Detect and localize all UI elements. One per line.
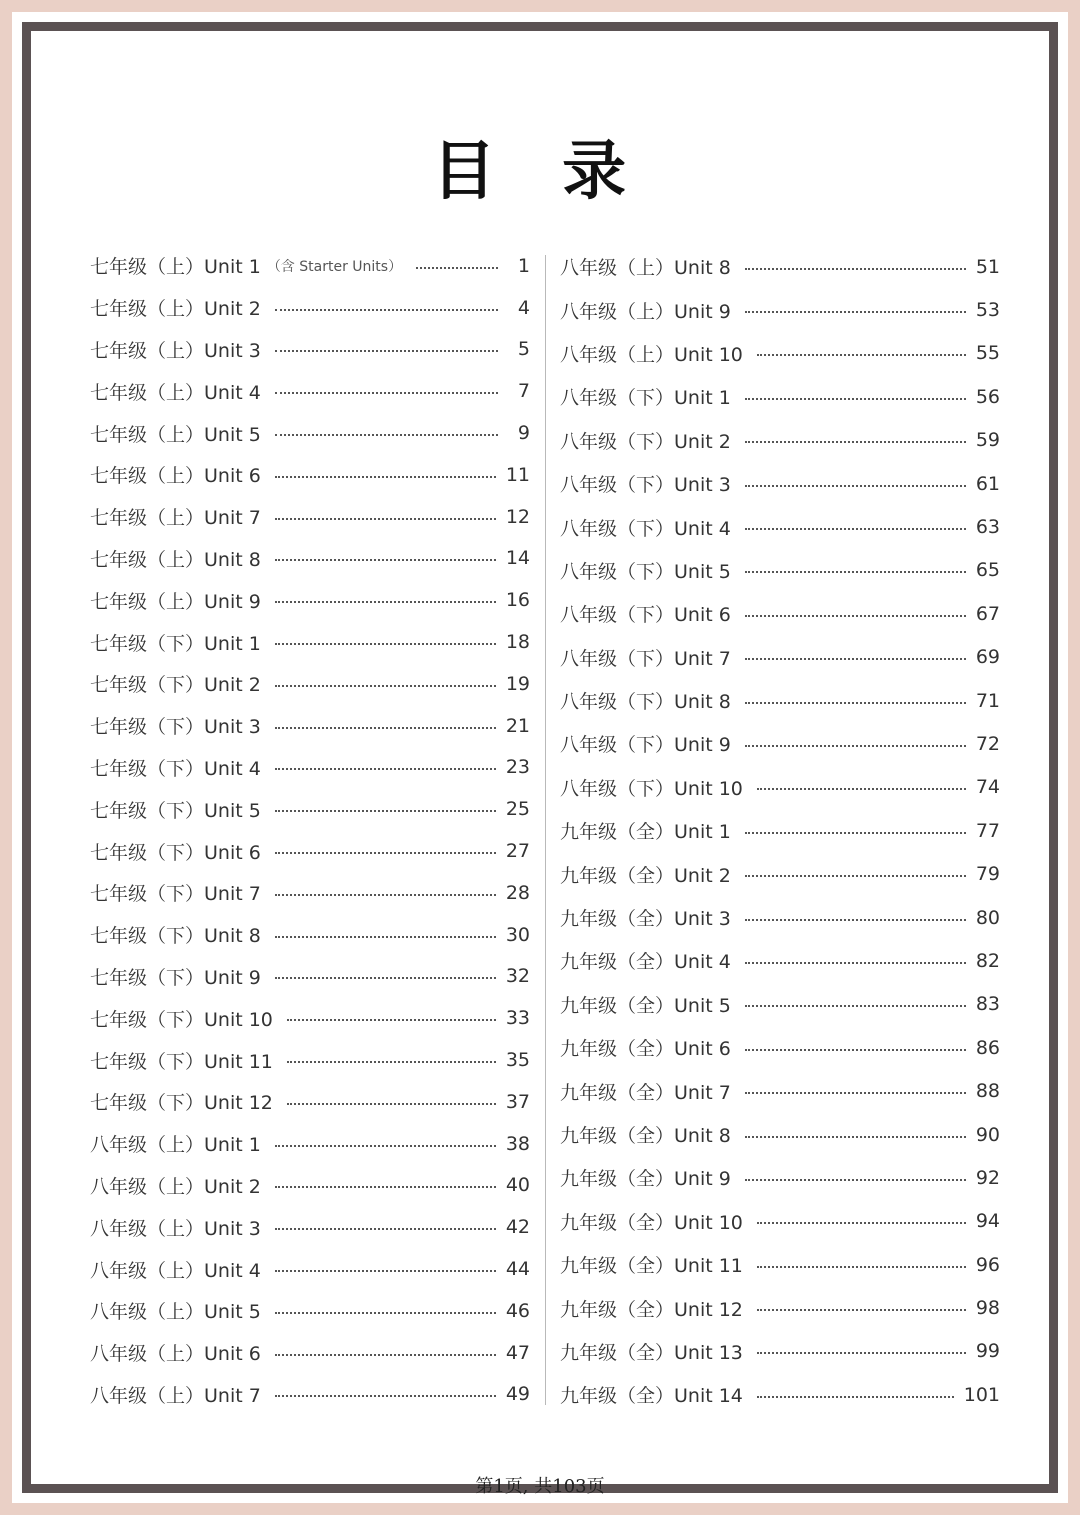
dot-leader (745, 658, 966, 660)
toc-entry-page-number: 11 (505, 463, 530, 486)
toc-entry-page-number: 33 (505, 1007, 530, 1030)
dot-leader (745, 398, 966, 400)
toc-entry[interactable] (90, 1165, 530, 1207)
dot-leader (745, 615, 966, 617)
toc-entry-page-number: 53 (975, 299, 1000, 322)
toc-entry-page-number: 35 (505, 1049, 530, 1072)
toc-entry[interactable] (560, 1286, 1000, 1329)
toc-entry-page-number: 14 (505, 547, 530, 570)
toc-entry[interactable] (90, 1123, 530, 1165)
dot-leader (275, 852, 496, 854)
toc-entry-page-number: 77 (975, 819, 1000, 842)
toc-entry[interactable] (90, 329, 530, 371)
toc-entry[interactable] (90, 1290, 530, 1332)
toc-entry-page-number: 90 (975, 1123, 1000, 1146)
toc-entry[interactable] (560, 1156, 1000, 1199)
toc-entry[interactable] (560, 332, 1000, 375)
toc-entry[interactable] (560, 1330, 1000, 1373)
dot-leader (745, 441, 966, 443)
toc-entry-label: 七年级（上）Unit 5 (90, 423, 261, 446)
toc-entry-label: 七年级（上）Unit 2 (90, 298, 261, 321)
toc-entry[interactable] (560, 939, 1000, 982)
toc-entry[interactable] (560, 1069, 1000, 1112)
toc-entry-page-number: 1 (517, 254, 530, 277)
toc-entry[interactable] (90, 1374, 530, 1416)
toc-entry-label: 八年级（上）Unit 2 (90, 1175, 261, 1198)
toc-entry-label: 八年级（下）Unit 8 (560, 691, 731, 714)
toc-entry[interactable] (560, 896, 1000, 939)
toc-entry[interactable] (90, 872, 530, 914)
toc-title: 目 录 (431, 134, 649, 209)
toc-entry[interactable] (90, 370, 530, 412)
toc-entry-label: 九年级（全）Unit 11 (560, 1255, 743, 1278)
dot-leader (745, 528, 966, 530)
dot-leader (745, 485, 966, 487)
toc-entry[interactable] (560, 1243, 1000, 1286)
dot-leader (275, 894, 496, 896)
dot-leader (757, 1352, 966, 1354)
dot-leader (757, 1266, 966, 1268)
toc-entry-page-number: 18 (505, 631, 530, 654)
toc-entry-page-number: 47 (505, 1341, 530, 1364)
toc-entry[interactable] (560, 592, 1000, 635)
dot-leader (745, 268, 966, 270)
toc-entry-page-number: 99 (975, 1340, 1000, 1363)
toc-right-column (560, 245, 1000, 1417)
toc-entry-label: 九年级（全）Unit 13 (560, 1341, 743, 1364)
toc-entry[interactable] (90, 663, 530, 705)
dot-leader (416, 267, 498, 269)
dot-leader (757, 1396, 954, 1398)
dot-leader (745, 1005, 966, 1007)
toc-entry-page-number: 46 (505, 1299, 530, 1322)
toc-entry-label: 八年级（上）Unit 10 (560, 343, 743, 366)
dot-leader (275, 810, 496, 812)
dot-leader (275, 392, 498, 394)
toc-entry[interactable] (560, 636, 1000, 679)
toc-entry-label: 八年级（下）Unit 3 (560, 474, 731, 497)
toc-entry-label: 七年级（下）Unit 10 (90, 1008, 273, 1031)
toc-entry[interactable] (560, 1113, 1000, 1156)
toc-entry[interactable] (90, 1206, 530, 1248)
dot-leader (287, 1019, 496, 1021)
toc-entry-label: 七年级（下）Unit 12 (90, 1092, 273, 1115)
toc-entry-page-number: 30 (505, 923, 530, 946)
dot-leader (745, 1049, 966, 1051)
toc-entry-label: 七年级（下）Unit 11 (90, 1050, 273, 1073)
dot-leader (745, 571, 966, 573)
toc-entry-label: 七年级（上）Unit 8 (90, 548, 261, 571)
toc-entry-label: 七年级（下）Unit 2 (90, 674, 261, 697)
dot-leader (745, 1136, 966, 1138)
toc-entry[interactable] (90, 1248, 530, 1290)
toc-entry[interactable] (90, 538, 530, 580)
toc-entry-label: 八年级（上）Unit 4 (90, 1259, 261, 1282)
toc-entry[interactable] (560, 983, 1000, 1026)
dot-leader (745, 1092, 966, 1094)
toc-entry-label: 七年级（下）Unit 9 (90, 966, 261, 989)
toc-entry-label: 八年级（上）Unit 8 (560, 257, 731, 280)
dot-leader (275, 476, 496, 478)
toc-entry-page-number: 92 (975, 1166, 1000, 1189)
dot-leader (275, 1312, 496, 1314)
toc-entry-page-number: 27 (505, 840, 530, 863)
dot-leader (275, 1270, 496, 1272)
toc-entry[interactable] (90, 956, 530, 998)
toc-entry-label: 七年级（下）Unit 5 (90, 799, 261, 822)
toc-entry-label: 八年级（上）Unit 7 (90, 1384, 261, 1407)
toc-entry-page-number: 7 (517, 380, 530, 403)
toc-entry[interactable] (90, 454, 530, 496)
dot-leader (275, 1354, 496, 1356)
toc-entry-page-number: 28 (505, 881, 530, 904)
toc-entry-label: 七年级（上）Unit 4 (90, 381, 261, 404)
toc-entry-label: 八年级（下）Unit 5 (560, 560, 731, 583)
dot-leader (745, 702, 966, 704)
toc-entry-page-number: 96 (975, 1253, 1000, 1276)
toc-entry[interactable] (90, 579, 530, 621)
toc-entry-label: 八年级（下）Unit 4 (560, 517, 731, 540)
dot-leader (757, 1222, 966, 1224)
toc-entry[interactable] (560, 809, 1000, 852)
dot-leader (275, 559, 496, 561)
toc-entry[interactable] (90, 914, 530, 956)
toc-entry-label: 八年级（下）Unit 1 (560, 387, 731, 410)
toc-entry-label: 九年级（全）Unit 7 (560, 1081, 731, 1104)
toc-entry-label: 九年级（全）Unit 8 (560, 1125, 731, 1147)
toc-entry-label: 八年级（上）Unit 3 (90, 1217, 261, 1240)
toc-entry-page-number: 101 (963, 1383, 1000, 1406)
toc-entry-page-number: 55 (975, 342, 1000, 365)
column-divider (545, 255, 546, 1405)
page-footer: 第1页, 共103页 (475, 1476, 605, 1497)
dot-leader (275, 518, 496, 520)
toc-entry[interactable] (90, 245, 530, 287)
dot-leader (275, 309, 498, 311)
toc-entry-label: 八年级（上）Unit 6 (90, 1343, 261, 1366)
toc-entry-page-number: 63 (975, 516, 1000, 539)
toc-entry-page-number: 98 (975, 1297, 1000, 1320)
toc-entry-label: 八年级（下）Unit 2 (560, 430, 731, 453)
toc-entry-label: 七年级（下）Unit 1 (90, 632, 261, 655)
toc-entry[interactable] (90, 705, 530, 747)
toc-entry-label: 九年级（全）Unit 1 (560, 821, 731, 844)
toc-entry[interactable] (90, 747, 530, 789)
toc-entry-label: 七年级（上）Unit 3 (90, 339, 261, 362)
toc-entry-page-number: 94 (975, 1210, 1000, 1233)
toc-entry-page-number: 79 (975, 863, 1000, 886)
toc-entry-label: 九年级（全）Unit 14 (560, 1385, 743, 1408)
dot-leader (275, 685, 496, 687)
dot-leader (745, 962, 966, 964)
toc-entry-label: 八年级（下）Unit 7 (560, 647, 731, 670)
toc-entry-page-number: 71 (975, 689, 1000, 712)
toc-entry-page-number: 65 (975, 559, 1000, 582)
dot-leader (275, 727, 496, 729)
toc-entry-page-number: 69 (975, 646, 1000, 669)
toc-entry-page-number: 21 (505, 714, 530, 737)
dot-leader (757, 788, 966, 790)
toc-entry-page-number: 5 (517, 338, 530, 361)
toc-entry[interactable] (90, 621, 530, 663)
toc-entry[interactable] (90, 412, 530, 454)
dot-leader (745, 875, 966, 877)
toc-entry-label: 九年级（全）Unit 5 (560, 994, 731, 1017)
toc-entry-page-number: 72 (975, 732, 1000, 755)
dot-leader (275, 350, 498, 352)
toc-entry-page-number: 67 (975, 602, 1000, 625)
toc-entry[interactable] (560, 1200, 1000, 1243)
toc-entry-label: 七年级（下）Unit 6 (90, 841, 261, 864)
toc-entry[interactable] (90, 287, 530, 329)
toc-entry-label: 九年级（全）Unit 12 (560, 1298, 743, 1321)
toc-entry-label: 九年级（全）Unit 4 (560, 951, 731, 974)
toc-entry-label: 七年级（下）Unit 4 (90, 757, 261, 780)
dot-leader (745, 1179, 966, 1181)
toc-entry[interactable] (560, 722, 1000, 765)
toc-entry-label: 八年级（上）Unit 5 (90, 1301, 261, 1324)
toc-entry-label: 七年级（下）Unit 3 (90, 716, 261, 739)
toc-entry-page-number: 42 (505, 1216, 530, 1239)
toc-entry-page-number: 25 (505, 798, 530, 821)
toc-entry-label: 九年级（全）Unit 10 (560, 1211, 743, 1234)
dot-leader (287, 1061, 496, 1063)
toc-entry[interactable] (560, 245, 1000, 288)
dot-leader (745, 832, 966, 834)
toc-entry-page-number: 4 (517, 296, 530, 319)
dot-leader (275, 601, 496, 603)
toc-entry-label: 八年级（上）Unit 1 (90, 1134, 261, 1157)
toc-entry-page-number: 32 (505, 965, 530, 988)
toc-entry-page-number: 12 (505, 505, 530, 528)
toc-entry-page-number: 88 (975, 1080, 1000, 1103)
toc-entry-page-number: 37 (505, 1090, 530, 1113)
dot-leader (757, 354, 966, 356)
dot-leader (745, 745, 966, 747)
toc-entry[interactable] (90, 997, 530, 1039)
toc-entry[interactable] (560, 679, 1000, 722)
toc-entry-label: 七年级（上）Unit 9 (90, 590, 261, 613)
dot-leader (275, 643, 496, 645)
toc-entry-page-number: 49 (505, 1383, 530, 1406)
toc-entry-page-number: 86 (975, 1036, 1000, 1059)
toc-entry-page-number: 19 (505, 672, 530, 695)
toc-entry-page-number: 23 (505, 756, 530, 779)
dot-leader (275, 1145, 496, 1147)
toc-entry[interactable] (560, 766, 1000, 809)
toc-entry-page-number: 59 (975, 429, 1000, 452)
toc-entry-note: （含 Starter Units） (266, 258, 403, 275)
toc-entry-label: 七年级（下）Unit 7 (90, 883, 261, 906)
toc-entry-label: 八年级（下）Unit 9 (560, 734, 731, 757)
toc-entry[interactable] (560, 462, 1000, 505)
toc-entry[interactable] (90, 1332, 530, 1374)
toc-entry-page-number: 83 (975, 993, 1000, 1016)
toc-entry[interactable] (560, 1026, 1000, 1069)
toc-entry[interactable] (90, 788, 530, 830)
toc-entry-page-number: 9 (517, 422, 530, 445)
toc-entry-page-number: 80 (975, 906, 1000, 929)
toc-entry-label: 八年级（下）Unit 10 (560, 777, 743, 800)
toc-entry-page-number: 51 (975, 255, 1000, 278)
toc-entry[interactable] (560, 1373, 1000, 1416)
dot-leader (757, 1309, 966, 1311)
toc-entry-page-number: 40 (505, 1174, 530, 1197)
dot-leader (275, 1395, 496, 1397)
dot-leader (275, 936, 496, 938)
toc-entry-page-number: 82 (975, 949, 1000, 972)
toc-entry-page-number: 56 (975, 385, 1000, 408)
toc-entry-label: 七年级（上）Unit 7 (90, 507, 261, 530)
toc-entry[interactable] (560, 852, 1000, 895)
toc-entry-label: 七年级（上）Unit 1 (90, 256, 261, 279)
toc-entry-label: 八年级（上）Unit 9 (560, 300, 731, 323)
dot-leader (275, 434, 498, 436)
toc-entry[interactable] (560, 419, 1000, 462)
toc-entry-label: 九年级（全）Unit 3 (560, 908, 731, 931)
toc-entry[interactable] (560, 375, 1000, 418)
toc-entry-label: 八年级（下）Unit 6 (560, 604, 731, 627)
toc-entry-page-number: 44 (505, 1258, 530, 1281)
toc-entry-label: 七年级（下）Unit 8 (90, 925, 261, 948)
dot-leader (275, 977, 496, 979)
toc-entry[interactable] (90, 830, 530, 872)
dot-leader (275, 768, 496, 770)
toc-entry[interactable] (90, 1039, 530, 1081)
toc-entry-page-number: 74 (975, 776, 1000, 799)
dot-leader (745, 919, 966, 921)
toc-entry-label: 九年级（全）Unit 9 (560, 1168, 731, 1191)
toc-entry-page-number: 16 (505, 589, 530, 612)
dot-leader (275, 1186, 496, 1188)
toc-entry-page-number: 38 (505, 1132, 530, 1155)
dot-leader (275, 1228, 496, 1230)
dot-leader (745, 311, 966, 313)
toc-entry[interactable] (560, 549, 1000, 592)
toc-entry[interactable] (90, 496, 530, 538)
toc-entry-page-number: 61 (975, 472, 1000, 495)
toc-left-column (90, 245, 530, 1415)
toc-entry[interactable] (560, 288, 1000, 331)
toc-entry-label: 九年级（全）Unit 6 (560, 1038, 731, 1061)
toc-entry[interactable] (90, 1081, 530, 1123)
toc-entry-label: 九年级（全）Unit 2 (560, 864, 731, 887)
toc-entry[interactable] (560, 505, 1000, 548)
dot-leader (287, 1103, 496, 1105)
toc-entry-label: 七年级（上）Unit 6 (90, 465, 261, 488)
